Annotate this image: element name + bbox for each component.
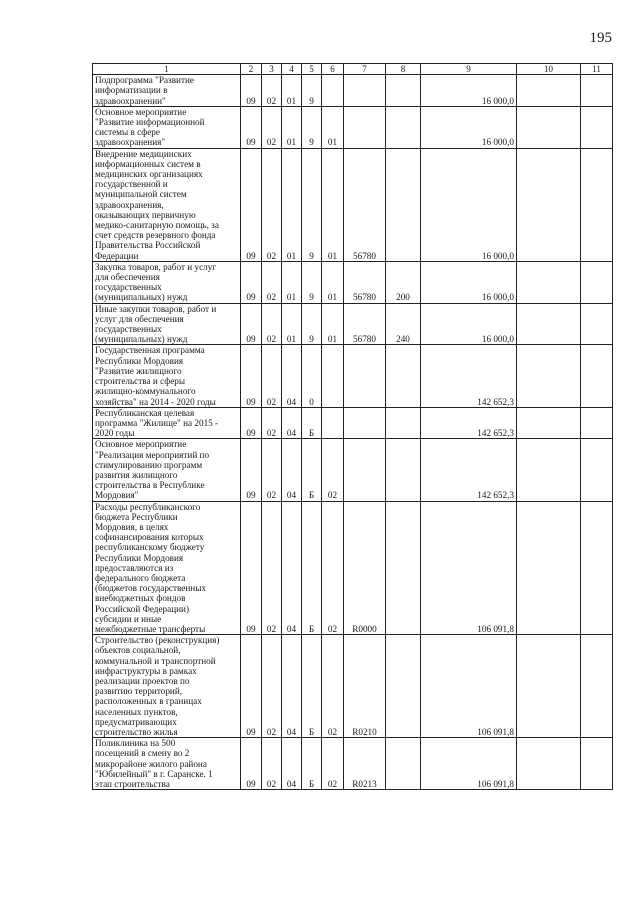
description-cell (93, 148, 241, 261)
table-row (93, 75, 613, 107)
subsection-code-cell: 04 (282, 738, 302, 790)
amount-col11-cell (581, 407, 613, 439)
description-cell (93, 439, 241, 501)
column-header: 7 (344, 64, 386, 75)
table-row (93, 635, 613, 738)
target-article-cell: R0000 (344, 501, 386, 635)
ministry-code-cell: 09 (241, 106, 262, 148)
expense-type-cell: 240 (386, 303, 421, 345)
subprogram-code-cell: 01 (322, 261, 344, 303)
column-header: 6 (322, 64, 344, 75)
row-description: Основное мероприятие "Реализация мероприятий по стимулированию программ развития жилищного строительства в Республике Мордовия" (95, 439, 210, 501)
ministry-code-cell: 09 (241, 501, 262, 635)
subprogram-code-cell: 02 (322, 738, 344, 790)
section-code-cell: 02 (262, 261, 282, 303)
table-header-row (93, 64, 613, 75)
page-number: 195 (589, 30, 612, 46)
table-row (93, 407, 613, 439)
row-description: Внедрение медицинских информационных систем в медицинских организациях государственной и муниципальной систем здравоохранения, оказывающих первичную медико-санитарную помощь, за счет средств резервного фонда Правительства Российской Федерации (95, 148, 219, 261)
amount-col10-cell (517, 635, 581, 738)
section-code-cell: 02 (262, 148, 282, 261)
expense-type-cell (386, 738, 421, 790)
ministry-code-cell: 09 (241, 345, 262, 407)
subsection-code-cell: 04 (282, 501, 302, 635)
target-article-cell (344, 106, 386, 148)
target-article-cell: 56780 (344, 148, 386, 261)
target-article-cell (344, 439, 386, 501)
subsection-code-cell: 04 (282, 407, 302, 439)
amount-col10-cell (517, 75, 581, 107)
table-row (93, 738, 613, 790)
description-cell (93, 345, 241, 407)
amount-col10-cell (517, 439, 581, 501)
subsection-code-cell: 01 (282, 261, 302, 303)
section-code-cell: 02 (262, 407, 282, 439)
target-article-cell: 56780 (344, 303, 386, 345)
target-article-cell (344, 75, 386, 107)
program-code-cell: Б (302, 501, 322, 635)
column-header: 3 (262, 64, 282, 75)
subprogram-code-cell: 01 (322, 106, 344, 148)
amount-col10-cell (517, 407, 581, 439)
column-header: 5 (302, 64, 322, 75)
section-code-cell: 02 (262, 345, 282, 407)
subprogram-code-cell (322, 345, 344, 407)
description-cell (93, 106, 241, 148)
amount-col10-cell (517, 738, 581, 790)
program-code-cell: Б (302, 635, 322, 738)
column-header: 9 (421, 64, 517, 75)
section-code-cell: 02 (262, 439, 282, 501)
table-row (93, 261, 613, 303)
amount-col10-cell (517, 501, 581, 635)
column-header: 2 (241, 64, 262, 75)
ministry-code-cell: 09 (241, 738, 262, 790)
column-header: 4 (282, 64, 302, 75)
section-code-cell: 02 (262, 501, 282, 635)
description-cell (93, 407, 241, 439)
row-description: Подпрограмма "Развитие информатизации в здравоохранении" (95, 75, 194, 106)
amount-cell: 16 000,0 (421, 75, 517, 107)
description-cell (93, 303, 241, 345)
column-header: 11 (581, 64, 613, 75)
expense-type-cell (386, 75, 421, 107)
table-row (93, 439, 613, 501)
amount-cell: 16 000,0 (421, 303, 517, 345)
description-cell (93, 75, 241, 107)
amount-col11-cell (581, 635, 613, 738)
target-article-cell: 56780 (344, 261, 386, 303)
program-code-cell: 9 (302, 261, 322, 303)
section-code-cell: 02 (262, 635, 282, 738)
row-description: Расходы республиканского бюджета Республики Мордовия, в целях софинансирования которых республиканскому бюджету Республики Мордовия предоставляются из федерального бюджета (бюджетов государственных внебюджетных фондов Российской Федерации) субсидии и иные межбюджетные трансферты (95, 501, 206, 634)
program-code-cell: 9 (302, 148, 322, 261)
table-row (93, 148, 613, 261)
subsection-code-cell: 04 (282, 345, 302, 407)
amount-cell: 16 000,0 (421, 148, 517, 261)
amount-col11-cell (581, 303, 613, 345)
target-article-cell (344, 407, 386, 439)
amount-cell: 16 000,0 (421, 261, 517, 303)
ministry-code-cell: 09 (241, 439, 262, 501)
program-code-cell: Б (302, 738, 322, 790)
amount-col11-cell (581, 148, 613, 261)
target-article-cell: R0210 (344, 635, 386, 738)
amount-cell: 16 000,0 (421, 106, 517, 148)
program-code-cell: 9 (302, 75, 322, 107)
row-description: Республиканская целевая программа "Жилище" на 2015 - 2020 годы (95, 407, 219, 439)
section-code-cell: 02 (262, 303, 282, 345)
section-code-cell: 02 (262, 75, 282, 107)
amount-cell: 142 652,3 (421, 345, 517, 407)
table-row (93, 303, 613, 345)
amount-col11-cell (581, 501, 613, 635)
subsection-code-cell: 04 (282, 635, 302, 738)
expense-type-cell (386, 635, 421, 738)
row-description: Закупка товаров, работ и услуг для обеспечения государственных (муниципальных) нужд (95, 261, 217, 303)
program-code-cell: 9 (302, 303, 322, 345)
row-description: Строительство (реконструкция) объектов социальной, коммунальной и транспортной инфраструктуры в рамках реализации проектов по развитию территорий, расположенных в границах населенных пунктов, предусматривающих строительство жилья (95, 635, 220, 737)
program-code-cell: Б (302, 407, 322, 439)
amount-cell: 106 091,8 (421, 635, 517, 738)
expense-type-cell (386, 407, 421, 439)
column-header: 1 (93, 64, 241, 75)
amount-col10-cell (517, 303, 581, 345)
amount-col10-cell (517, 345, 581, 407)
budget-table (92, 63, 613, 790)
ministry-code-cell: 09 (241, 75, 262, 107)
amount-col10-cell (517, 261, 581, 303)
subsection-code-cell: 01 (282, 106, 302, 148)
ministry-code-cell: 09 (241, 303, 262, 345)
amount-col11-cell (581, 261, 613, 303)
amount-col11-cell (581, 345, 613, 407)
subprogram-code-cell (322, 407, 344, 439)
row-description: Основное мероприятие "Развитие информационной системы в сфере здравоохранения" (95, 106, 205, 148)
row-description: Государственная программа Республики Мордовия "Развитие жилищного строительства и сферы жилищно-коммунального хозяйства" на 2014 - 2020 годы (95, 345, 216, 407)
description-cell (93, 635, 241, 738)
amount-col11-cell (581, 738, 613, 790)
amount-col11-cell (581, 106, 613, 148)
ministry-code-cell: 09 (241, 635, 262, 738)
description-cell (93, 261, 241, 303)
row-description: Иные закупки товаров, работ и услуг для обеспечения государственных (муниципальных) нужд (95, 303, 217, 345)
amount-cell: 106 091,8 (421, 501, 517, 635)
amount-col10-cell (517, 148, 581, 261)
table-row (93, 106, 613, 148)
subprogram-code-cell: 02 (322, 635, 344, 738)
expense-type-cell (386, 148, 421, 261)
description-cell (93, 501, 241, 635)
subprogram-code-cell: 02 (322, 501, 344, 635)
subprogram-code-cell: 01 (322, 148, 344, 261)
amount-col11-cell (581, 75, 613, 107)
expense-type-cell (386, 439, 421, 501)
ministry-code-cell: 09 (241, 261, 262, 303)
program-code-cell: Б (302, 439, 322, 501)
table-row (93, 345, 613, 407)
section-code-cell: 02 (262, 106, 282, 148)
subsection-code-cell: 04 (282, 439, 302, 501)
ministry-code-cell: 09 (241, 407, 262, 439)
description-cell (93, 738, 241, 790)
subsection-code-cell: 01 (282, 75, 302, 107)
ministry-code-cell: 09 (241, 148, 262, 261)
subsection-code-cell: 01 (282, 148, 302, 261)
amount-cell: 142 652,3 (421, 407, 517, 439)
subprogram-code-cell: 01 (322, 303, 344, 345)
table-row (93, 501, 613, 635)
program-code-cell: 0 (302, 345, 322, 407)
amount-cell: 106 091,8 (421, 738, 517, 790)
program-code-cell: 9 (302, 106, 322, 148)
amount-col10-cell (517, 106, 581, 148)
column-header: 10 (517, 64, 581, 75)
section-code-cell: 02 (262, 738, 282, 790)
column-header: 8 (386, 64, 421, 75)
expense-type-cell (386, 106, 421, 148)
subprogram-code-cell (322, 75, 344, 107)
target-article-cell: R0213 (344, 738, 386, 790)
amount-cell: 142 652,3 (421, 439, 517, 501)
expense-type-cell: 200 (386, 261, 421, 303)
subsection-code-cell: 01 (282, 303, 302, 345)
row-description: Поликлиника на 500 посещений в смену во 2 микрорайоне жилого района "Юбилейный" в г. Саранске. 1 этап строительства (95, 738, 213, 790)
subprogram-code-cell: 02 (322, 439, 344, 501)
amount-col11-cell (581, 439, 613, 501)
expense-type-cell (386, 501, 421, 635)
expense-type-cell (386, 345, 421, 407)
target-article-cell (344, 345, 386, 407)
